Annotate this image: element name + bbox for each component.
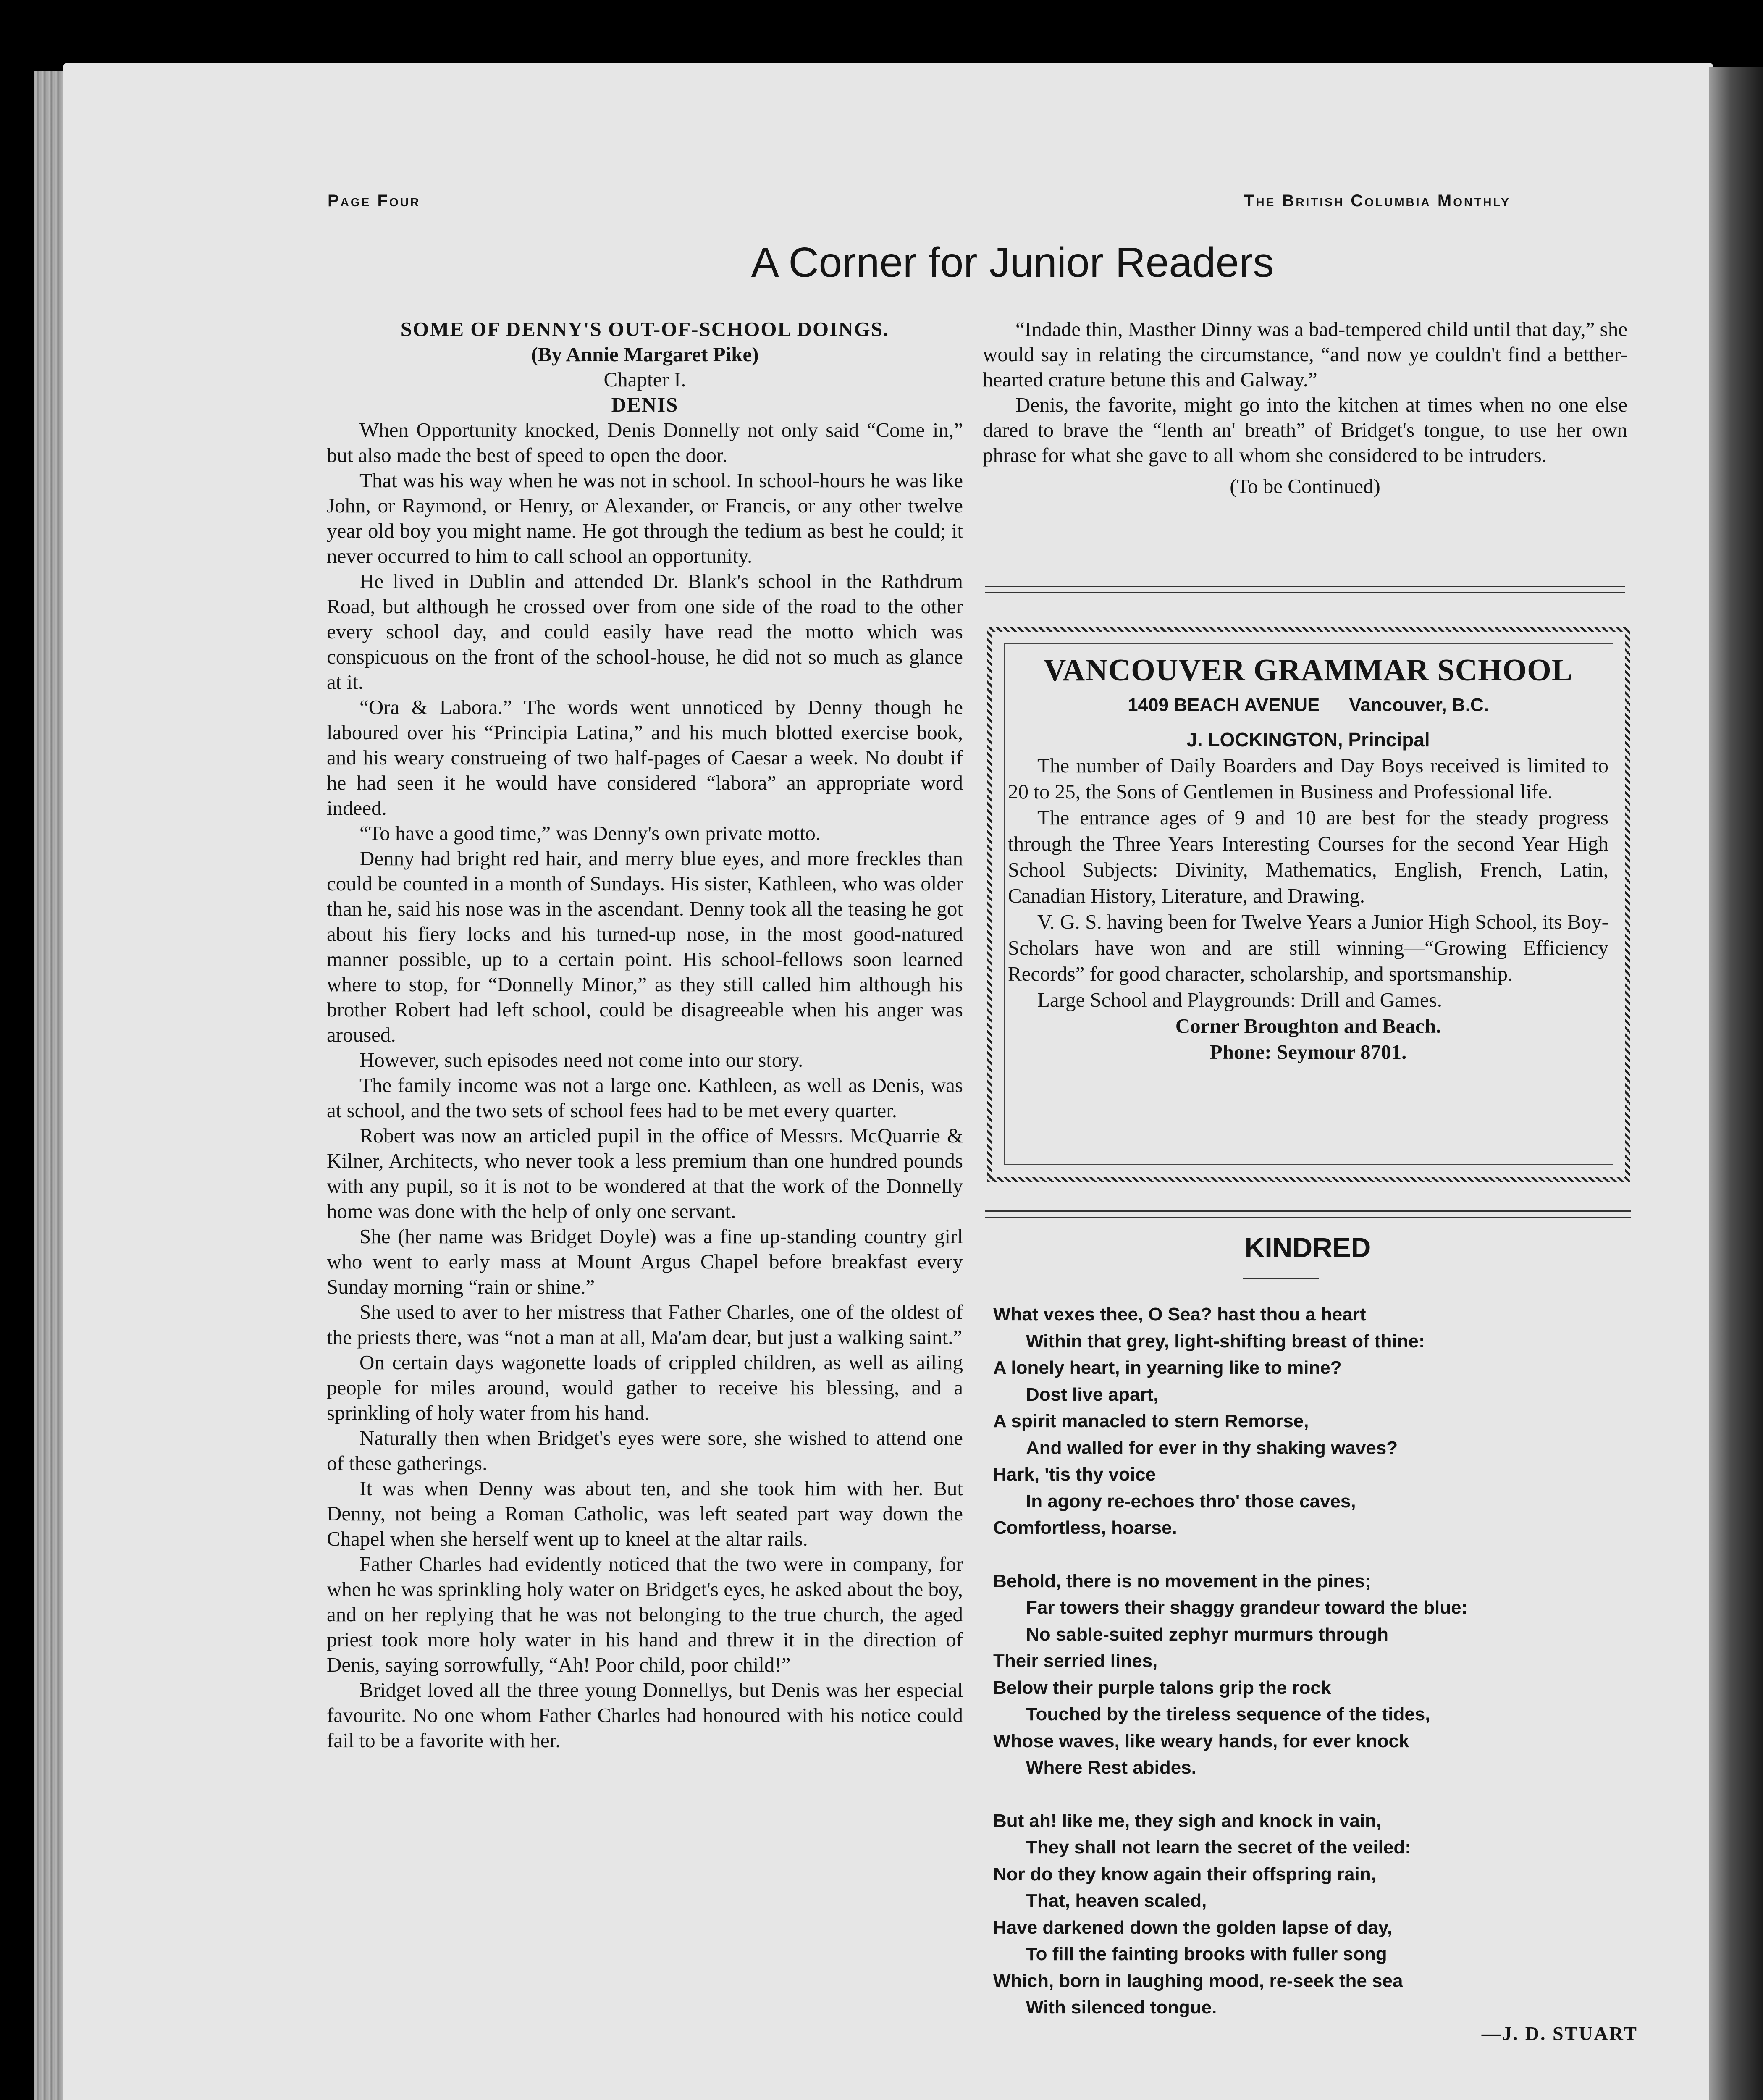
story-paragraph: “To have a good time,” was Denny's own private motto. [359,822,821,845]
story-paragraph: Denis, the favorite, might go into the kitchen at times when no one else dared to brave the “lenth an' breath” of Bridget's tongue, to use her own phrase for what she gave to all whom she considered to be intruders. [983,393,1627,467]
ad-phone: Phone: Seymour 8701. [1209,1040,1407,1063]
running-head-publication: The British Columbia Monthly [1244,192,1511,210]
story-paragraph: Robert was now an articled pupil in the office of Messrs. McQuarrie & Kilner, Architects, who never took a less premium than one hundred pounds with any pupil, so it is not to be wondered at that the work of the Donnelly home was done with the help of only one servant. [327,1124,963,1223]
story-paragraph: When Opportunity knocked, Denis Donnelly not only said “Come in,” but also made the best of speed to open the door. [327,418,963,467]
poem-line: Behold, there is no movement in the pines; [993,1570,1371,1591]
story-paragraph: Naturally then when Bridget's eyes were sore, she wished to attend one of these gatherings. [327,1426,963,1475]
section-divider [985,1210,1631,1218]
story-byline: (By Annie Margaret Pike) [531,343,759,366]
story-paragraph: Bridget loved all the three young Donnellys, but Denis was her especial favourite. No one whom Father Charles had honoured with his notice could fail to be a favorite with her. [327,1678,963,1752]
story-paragraph: On certain days wagonette loads of crippled children, as well as ailing people for miles around, would gather to receive his blessing, and a sprinkling of holy water from his hand. [327,1351,963,1424]
chapter-number: Chapter I. [603,368,686,391]
poem-stanza [993,1301,1632,1541]
story-paragraph: However, such episodes need not come into our story. [359,1048,803,1071]
poem-line: Their serried lines, [993,1651,1158,1671]
story-title: SOME OF DENNY'S OUT-OF-SCHOOL DOINGS. [400,318,889,341]
poem-title: KINDRED [1244,1232,1371,1263]
ad-paragraph: Large School and Playgrounds: Drill and Games. [1037,988,1442,1011]
story-paragraph: The family income was not a large one. Kathleen, as well as Denis, was at school, and the two sets of school fees had to be met every quarter. [327,1074,963,1122]
story-paragraph: “Indade thin, Masther Dinny was a bad-tempered child until that day,” she would say in relating the circumstance, “and now ye couldn't find a betther-hearted crature betune this and Galway.” [983,318,1627,391]
poem-line: That, heaven scaled, [1026,1890,1207,1911]
ad-address: 1409 BEACH AVENUE [1128,695,1320,715]
story-column-left [327,317,963,1753]
poem-line: A spirit manacled to stern Remorse, [993,1411,1309,1431]
story-body-left [327,417,963,1753]
story-paragraph: It was when Denny was about ten, and she took him with her. But Denny, not being a Roman Catholic, was left seated part way down the Chapel when she herself went up to kneel at the altar rails. [327,1477,963,1550]
poem-line: Where Rest abides. [1026,1757,1196,1778]
story-paragraph: That was his way when he was not in school. In school-hours he was like John, or Raymond, or Henry, or Alexander, or Francis, or any other twelve year old boy you might name. He got through the tedium as best he could; it never occurred to him to call school an opportunity. [327,469,963,567]
poem-line: And walled for ever in thy shaking waves? [1026,1437,1398,1458]
story-paragraph: Denny had bright red hair, and merry blue eyes, and more freckles than could be counted in a month of Sundays. His sister, Kathleen, who was older than he, said his nose was in the ascendant. Denny took all the teasing he got about his fiery locks and his turned-up nose, in the most good-natured manner possible, up to a certain point. His school-fellows soon learned where to stop, for “Donnelly Minor,” as they still called him although his brother Robert had left school, could be disagreeable when his anger was aroused. [327,847,963,1046]
poem-line: In agony re-echoes thro' those caves, [1026,1491,1356,1512]
poem-line: Whose waves, like weary hands, for ever knock [993,1730,1409,1751]
poem-stanza [993,1568,1632,1781]
chapter-name: DENIS [611,393,679,416]
poem-line: A lonely heart, in yearning like to mine? [993,1357,1342,1378]
poem-stanza [993,1808,1632,2021]
poem-line: Hark, 'tis thy voice [993,1464,1156,1485]
story-column-right [983,317,1627,499]
poem-body [993,1301,1632,2048]
poem-line: Touched by the tireless sequence of the tides, [1026,1704,1430,1725]
poem-line: Have darkened down the golden lapse of day, [993,1917,1393,1938]
facing-page-edge [1709,67,1763,2100]
running-head-page-number: Page Four [328,192,421,210]
ad-paragraph: The entrance ages of 9 and 10 are best for the steady progress through the Three Years Interesting Courses for the second Year High School Subjects: Divinity, Mathematics, English, French, Latin, Canadian History, Literature, and Drawing. [1008,806,1608,907]
poem-line: To fill the fainting brooks with fuller song [1026,1944,1387,1964]
poem-line: No sable-suited zephyr murmurs through [1026,1624,1388,1645]
story-paragraph: She (her name was Bridget Doyle) was a fine up-standing country girl who went to early mass at Mount Argus Chapel before breakfast every Sunday morning “rain or shine.” [327,1225,963,1298]
story-paragraph: He lived in Dublin and attended Dr. Blank's school in the Rathdrum Road, but although he crossed over from one side of the road to the other every school day, and could easily have read the motto which was conspicuous on the front of the school-house, he did not so much as glance at it. [327,570,963,693]
poem-line: Within that grey, light-shifting breast of thine: [1026,1331,1425,1352]
poem-line: But ah! like me, they sigh and knock in vain, [993,1810,1382,1831]
ad-principal: J. LOCKINGTON, Principal [1186,729,1430,751]
to-be-continued: (To be Continued) [1230,475,1380,498]
poem-line: Comfortless, hoarse. [993,1517,1177,1538]
page-title: A Corner for Junior Readers [751,239,1274,286]
poem-author: —J. D. STUART [1481,2023,1638,2044]
poem-line: Far towers their shaggy grandeur toward the blue: [1026,1597,1468,1618]
poem-line: Which, born in laughing mood, re-seek the sea [993,1970,1403,1991]
poem-line: Dost live apart, [1026,1384,1159,1405]
ad-school-name: VANCOUVER GRAMMAR SCHOOL [1043,653,1573,688]
advertisement [1008,650,1608,1065]
ad-location: Corner Broughton and Beach. [1175,1014,1441,1037]
poem-line: Below their purple talons grip the rock [993,1677,1331,1698]
ad-paragraph: The number of Daily Boarders and Day Boys received is limited to 20 to 25, the Sons of Gentlemen in Business and Professional life. [1008,754,1608,803]
poem-line: Nor do they know again their offspring rain, [993,1864,1376,1885]
poem-title-underline [1243,1278,1319,1279]
story-paragraph: “Ora & Labora.” The words went unnoticed by Denny though he laboured over his “Principia Latina,” and his much blotted exercise book, and his weary construeing of two half-pages of Caesar a week. No doubt if he had seen it he would have considered “labora” an appropriate word indeed. [327,696,963,819]
poem-line: With silenced tongue. [1026,1997,1217,2018]
ad-city: Vancouver, B.C. [1349,695,1489,715]
ad-address-row [1008,692,1608,718]
poem-line: They shall not learn the secret of the veiled: [1026,1837,1411,1858]
ad-paragraph: V. G. S. having been for Twelve Years a Junior High School, its Boy-Scholars have won and are still winning—“Growing Efficiency Records” for good character, scholarship, and sportsmanship. [1008,910,1608,985]
story-paragraph: She used to aver to her mistress that Father Charles, one of the oldest of the priests there, was “not a man at all, Ma'am dear, but just a walking saint.” [327,1300,963,1349]
poem-line: What vexes thee, O Sea? hast thou a heart [993,1304,1366,1325]
story-paragraph: Father Charles had evidently noticed that the two were in company, for when he was sprinkling holy water on Bridget's eyes, he asked about the boy, and on her replying that he was not belonging to the true church, the aged priest took more holy water in his hand and threw it in the direction of Denis, saying sorrowfully, “Ah! Poor child, poor child!” [327,1552,963,1676]
story-body-right [983,317,1627,468]
section-divider [985,586,1625,593]
